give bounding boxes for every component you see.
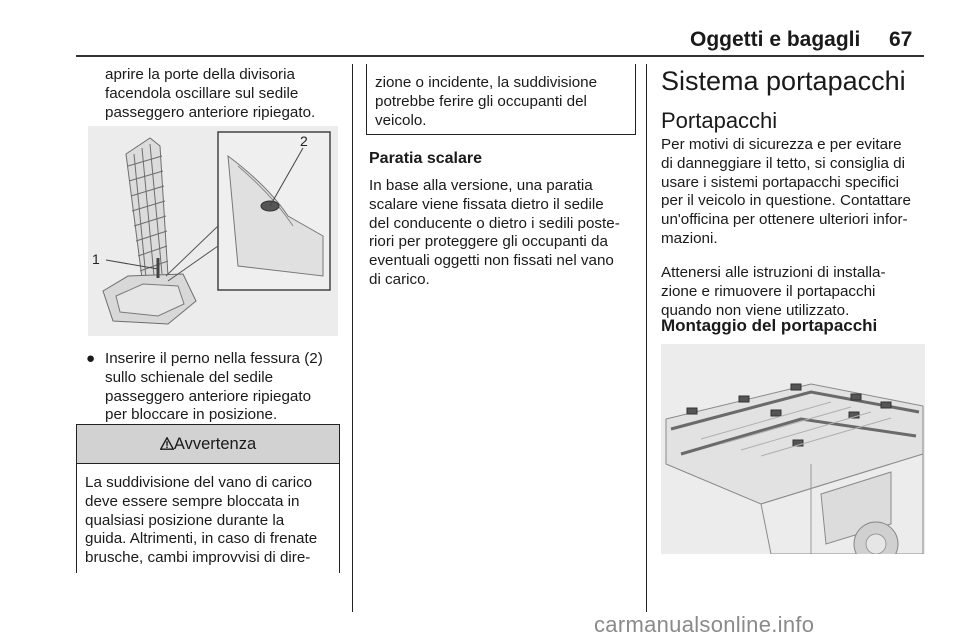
bullet-dot: ● — [86, 350, 96, 367]
subsection-title: Portapacchi — [661, 108, 778, 133]
van-roof-rack-illustration — [661, 344, 925, 554]
subheading-montaggio: Montaggio del portapacchi — [661, 316, 878, 335]
bullet-paragraph: Inserire il perno nella fessura (2) sullo schienale del sedile passeggero anteriore ripiegato per bloccare in posizione. — [105, 350, 323, 424]
cargo-partition-figure — [88, 126, 338, 336]
warning-title: Avvertenza — [173, 435, 257, 453]
portapacchi-paragraph-1: Per motivi di sicurezza e per evitare di danneggiare il tetto, si consiglia di usare i sistemi portapacchi specifici per il veicolo in questione. Contattare un'officina per ottenere ulteriori infor- mazioni. — [661, 136, 911, 247]
running-header-title: Oggetti e bagagli — [690, 28, 861, 51]
paratia-paragraph: In base alla versione, una paratia scalare viene fissata dietro il sedile del conducente o dietro i sedili poste- riori per proteggere gli occupanti da eventuali oggetti non fissati nel vano di carico. — [369, 177, 620, 288]
warning-header — [77, 425, 339, 464]
section-heading-paratia: Paratia scalare — [369, 150, 482, 167]
header-rule — [76, 55, 924, 57]
warning-triangle-icon — [160, 437, 174, 450]
roof-rack-figure — [661, 344, 925, 554]
warning-text: La suddivisione del vano di carico deve essere sempre bloccata in qualsiasi posizione durante la guida. Altrimenti, in caso di frenate brusche, cambi improvvisi di dire- — [85, 474, 318, 567]
warning-continuation-text: zione o incidente, la suddivisione potrebbe ferire gli occupanti del veicolo. — [375, 74, 598, 129]
column-divider-left — [352, 64, 353, 612]
figure-callout-1: 1 — [92, 251, 100, 267]
page-number: 67 — [889, 28, 913, 51]
intro-paragraph: aprire la porte della divisoria facendola oscillare sul sedile passeggero anteriore ripiegato. — [105, 66, 316, 121]
section-title: Sistema portapacchi — [661, 66, 906, 96]
warning-box — [76, 424, 340, 573]
watermark: carmanualsonline.info — [594, 612, 815, 637]
column-divider-right — [646, 64, 647, 612]
warning-continuation-box — [366, 64, 636, 135]
figure-callout-2: 2 — [300, 133, 308, 149]
portapacchi-paragraph-2: Attenersi alle istruzioni di installa- zione e rimuovere il portapacchi quando non viene utilizzato. — [661, 264, 886, 319]
cargo-partition-illustration — [88, 126, 338, 336]
